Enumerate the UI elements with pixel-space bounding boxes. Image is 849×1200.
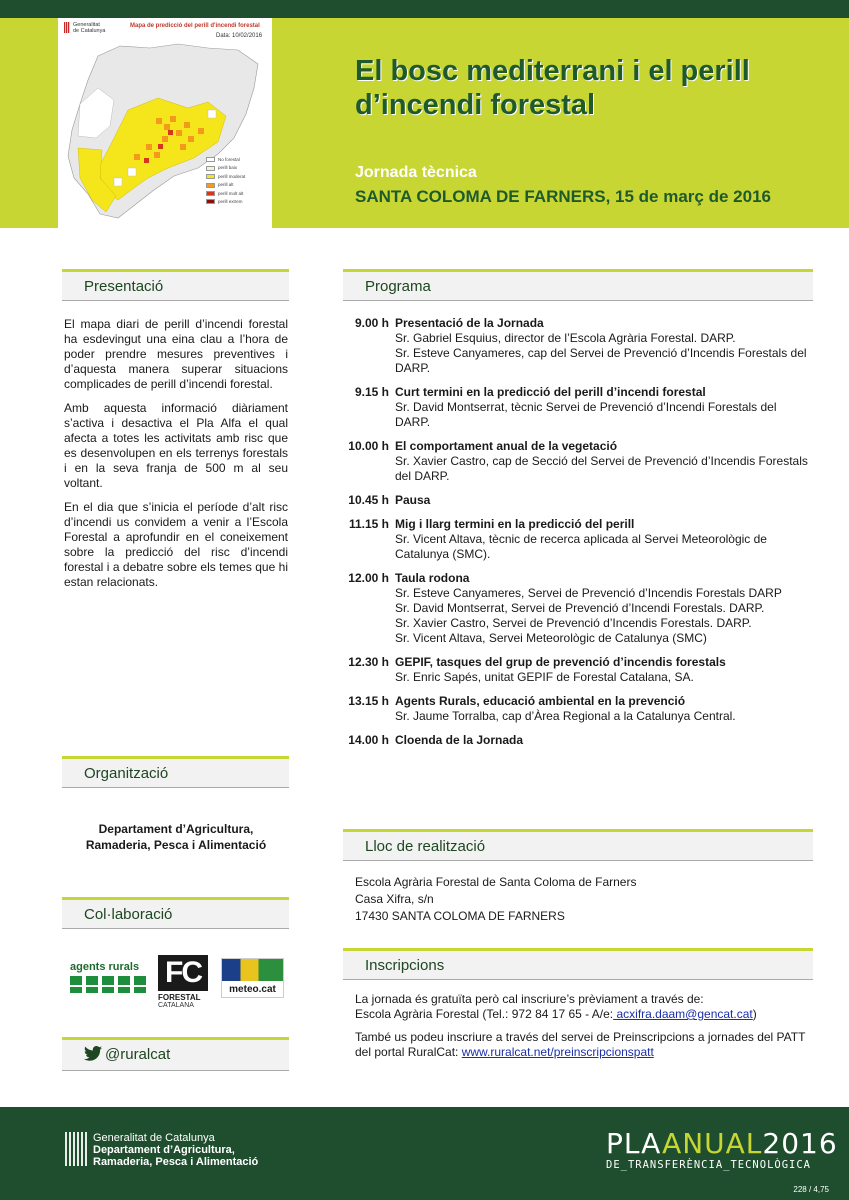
fire-risk-map (58, 18, 272, 228)
program-item (343, 439, 813, 484)
twitter-icon (84, 1046, 102, 1061)
event-date-place: SANTA COLOMA DE FARNERS, 15 de març de 2016 (355, 187, 771, 206)
section-header-programa (343, 269, 813, 301)
meteocat-logo: meteo.cat (221, 958, 284, 998)
program-title: Curt termini en la predicció del perill d’incendi forestal (395, 385, 706, 399)
section-header-lloc (343, 829, 813, 861)
program-time: 11.15 h (348, 517, 389, 531)
pla-anual-logo: PLAANUAL2016 (606, 1127, 838, 1160)
agents-rurals-logo: agents rurals (70, 961, 150, 993)
section-title: Col·laboració (84, 906, 173, 923)
program-speaker: Sr. Jaume Torralba, cap d’Àrea Regional a la Catalunya Central. (395, 709, 736, 723)
program-speaker: Sr. Xavier Castro, Servei de Prevenció d’Incendis Forestals. DARP. (395, 616, 752, 630)
program-title: Mig i llarg termini en la predicció del perill (395, 517, 635, 531)
program-time: 13.15 h (348, 694, 389, 708)
section-title: Lloc de realització (365, 838, 486, 855)
program-title: Cloenda de la Jornada (395, 733, 524, 747)
ruralcat-link[interactable]: www.ruralcat.net/preinscripcionspatt (461, 1045, 654, 1059)
section-header-organitzacio (62, 756, 289, 788)
legend-swatch (206, 157, 215, 162)
program-item (343, 655, 813, 685)
program-time: 9.15 h (354, 385, 389, 399)
legend-item: perill moderat (206, 173, 245, 181)
programa-list (343, 316, 813, 757)
map-title: Mapa de predicció del perill d'incendi forestal (130, 23, 260, 29)
program-time: 9.00 h (354, 316, 389, 330)
program-item (343, 493, 813, 508)
legend-swatch (206, 166, 215, 171)
program-time: 14.00 h (348, 733, 389, 747)
program-title: Agents Rurals, educació ambiental en la prevenció (395, 694, 686, 708)
program-time: 12.30 h (348, 655, 389, 669)
top-bar (0, 0, 849, 18)
section-header-presentacio (62, 269, 289, 301)
registration-info: La jornada és gratuïta però cal inscriure’s prèviament a través de: Escola Agrària Forestal (Tel.: 972 84 17 65 - A/e: acxifra.daam@gencat.cat) També us podeu inscriure a través del servei de Preinscripcions a jornades del PATT del portal RuralCat: www.ruralcat.net/preinscripcionspatt (355, 992, 806, 1059)
program-title: Pausa (395, 493, 431, 507)
program-item (343, 571, 813, 646)
program-speaker: Sr. David Montserrat, Servei de Prevenció d’Incendi Forestals. DARP. (395, 601, 765, 615)
legend-swatch (206, 174, 215, 179)
program-speaker: Sr. Esteve Canyameres, cap del Servei de Prevenció d’Incendis Forestals del DARP. (395, 346, 807, 375)
legend-item: No forestal (206, 156, 245, 164)
program-item (343, 385, 813, 430)
event-type: Jornada tècnica (355, 164, 477, 181)
paragraph: El mapa diari de perill d’incendi forestal ha esdevingut una eina clau a l’hora de poder prendre mesures preventives i d’aquesta manera superar situacions complicades de perill d’incendi forestal. (64, 317, 288, 391)
legend-item: perill molt alt (206, 190, 245, 198)
program-item (343, 733, 813, 748)
footer (0, 1107, 849, 1200)
venue-address: Escola Agrària Forestal de Santa Coloma de Farners Casa Xifra, s/n 17430 SANTA COLOMA DE FARNERS (355, 875, 637, 923)
twitter-handle: @ruralcat (105, 1046, 171, 1063)
program-item (343, 694, 813, 724)
section-header-collaboracio (62, 897, 289, 929)
legend-swatch (206, 183, 215, 188)
legend-item: perill baix (206, 164, 245, 172)
legend-item: perill extrem (206, 198, 245, 206)
twitter-handle-box[interactable] (62, 1037, 289, 1071)
generalitat-logo: Generalitat de Catalunya Departament d’Agricultura, Ramaderia, Pesca i Alimentació (65, 1132, 258, 1168)
presentacio-text (64, 317, 288, 599)
program-time: 12.00 h (348, 571, 389, 585)
page-title: El bosc mediterrani i el perill d’incendi forestal (355, 55, 750, 121)
legend-item: perill alt (206, 181, 245, 189)
program-speaker: Sr. Gabriel Esquius, director de l’Escola Agrària Forestal. DARP. (395, 331, 736, 345)
program-item (343, 316, 813, 376)
section-title: Inscripcions (365, 957, 445, 974)
program-item (343, 517, 813, 562)
pla-anual-subtitle: DE_TRANSFERÈNCIA_TECNOLÒGICA (606, 1159, 812, 1171)
paragraph: Amb aquesta informació diàriament s’activa i desactiva el Pla Alfa el qual afecta a totes les activitats amb risc que es desenvolupen en els terrenys forestals i en la seva franja de 500 m al seu voltant. (64, 401, 288, 490)
section-title: Programa (365, 278, 431, 295)
program-title: Presentació de la Jornada (395, 316, 544, 330)
program-title: Taula rodona (395, 571, 470, 585)
forestal-catalana-logo: FC FORESTAL CATALANA (158, 955, 210, 1009)
section-title: Organització (84, 765, 169, 782)
paragraph: En el dia que s’inicia el període d’alt risc d’incendi us convidem a venir a l’Escola Forestal a aprofundir en el coneixement sobre la predicció del risc d’incendi forestal i a debatre sobre els temes que hi estan relacionats. (64, 500, 288, 589)
program-speaker: Sr. Enric Sapés, unitat GEPIF de Forestal Catalana, SA. (395, 670, 694, 684)
generalitat-logo-small: Generalitat de Catalunya (64, 22, 105, 34)
generalitat-emblem-icon (65, 1132, 89, 1166)
program-speaker: Sr. Xavier Castro, cap de Secció del Servei de Prevenció d’Incendis Forestals del DARP. (395, 454, 808, 483)
program-time: 10.45 h (348, 493, 389, 507)
program-title: El comportament anual de la vegetació (395, 439, 618, 453)
section-title: Presentació (84, 278, 164, 295)
program-speaker: Sr. David Montserrat, tècnic Servei de Prevenció d’Incendi Forestals del DARP. (395, 400, 777, 429)
email-link[interactable]: acxifra.daam@gencat.cat (613, 1007, 753, 1021)
program-speaker: Sr. Vicent Altava, Servei Meteorològic de Catalunya (SMC) (395, 631, 707, 645)
program-speaker: Sr. Esteve Canyameres, Servei de Prevenció d’Incendis Forestals DARP (395, 586, 782, 600)
program-speaker: Sr. Vicent Altava, tècnic de recerca aplicada al Servei Meteorològic de Catalunya (SMC). (395, 532, 767, 561)
organizer: Departament d’Agricultura, Ramaderia, Pesca i Alimentació (85, 822, 267, 852)
program-title: GEPIF, tasques del grup de prevenció d’incendis forestals (395, 655, 726, 669)
map-legend (206, 156, 245, 206)
legend-swatch (206, 199, 215, 204)
page-number: 228 / 4,75 (793, 1185, 829, 1194)
map-date: Data: 10/02/2016 (216, 33, 263, 39)
legend-swatch (206, 191, 215, 196)
program-time: 10.00 h (348, 439, 389, 453)
section-header-inscripcions (343, 948, 813, 980)
